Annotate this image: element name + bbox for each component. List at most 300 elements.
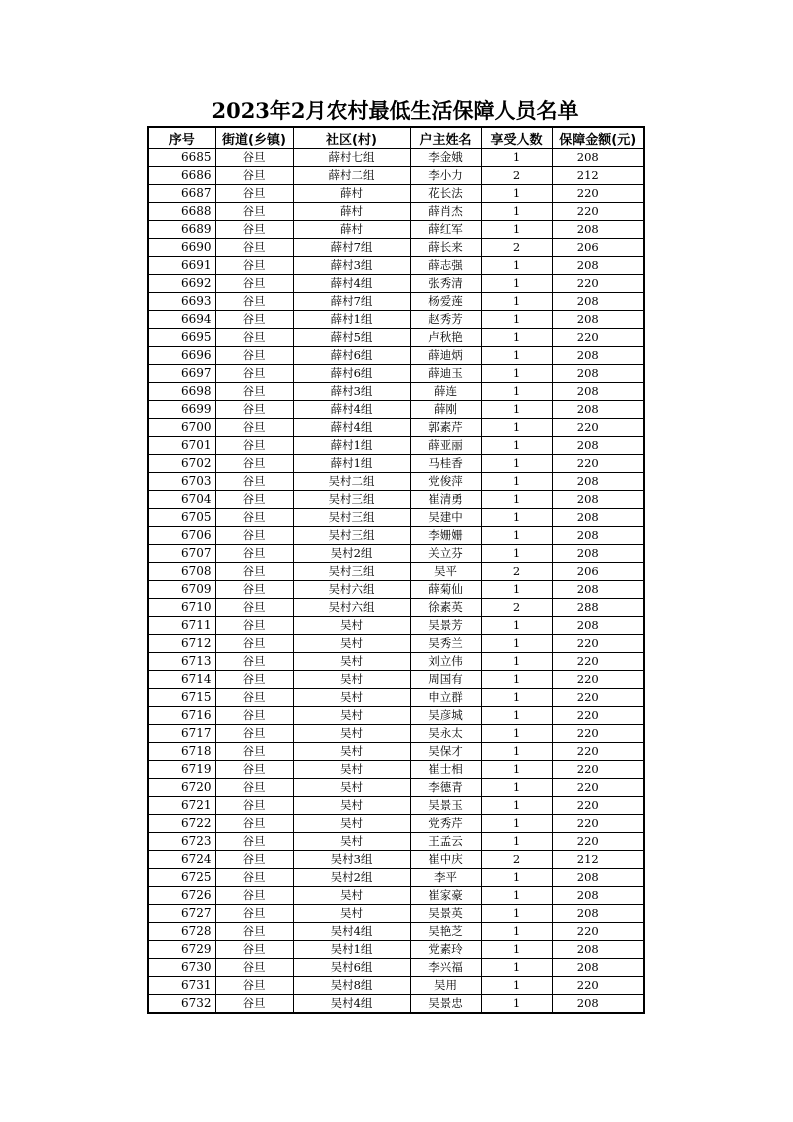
cell-amount: 208 bbox=[552, 617, 644, 635]
cell-street: 谷旦 bbox=[215, 545, 293, 563]
cell-householder: 马桂香 bbox=[410, 455, 481, 473]
cell-amount: 220 bbox=[552, 653, 644, 671]
cell-street: 谷旦 bbox=[215, 275, 293, 293]
cell-community: 薛村4组 bbox=[293, 401, 410, 419]
cell-persons: 1 bbox=[481, 509, 552, 527]
cell-amount: 220 bbox=[552, 671, 644, 689]
cell-index: 6688 bbox=[148, 203, 215, 221]
cell-community: 吴村二组 bbox=[293, 473, 410, 491]
cell-street: 谷旦 bbox=[215, 239, 293, 257]
table-row bbox=[148, 653, 644, 671]
cell-index: 6685 bbox=[148, 149, 215, 167]
cell-persons: 1 bbox=[481, 995, 552, 1014]
table-row bbox=[148, 203, 644, 221]
table-row bbox=[148, 401, 644, 419]
cell-householder: 崔家豪 bbox=[410, 887, 481, 905]
cell-street: 谷旦 bbox=[215, 203, 293, 221]
cell-persons: 1 bbox=[481, 203, 552, 221]
cell-householder: 刘立伟 bbox=[410, 653, 481, 671]
cell-street: 谷旦 bbox=[215, 707, 293, 725]
column-header-community: 社区(村) bbox=[293, 127, 410, 149]
cell-street: 谷旦 bbox=[215, 491, 293, 509]
cell-index: 6699 bbox=[148, 401, 215, 419]
table-row bbox=[148, 959, 644, 977]
table-row bbox=[148, 455, 644, 473]
header-row bbox=[148, 127, 644, 149]
cell-street: 谷旦 bbox=[215, 653, 293, 671]
cell-persons: 1 bbox=[481, 941, 552, 959]
cell-street: 谷旦 bbox=[215, 887, 293, 905]
cell-householder: 张秀清 bbox=[410, 275, 481, 293]
cell-persons: 1 bbox=[481, 545, 552, 563]
cell-persons: 1 bbox=[481, 275, 552, 293]
table-row bbox=[148, 941, 644, 959]
cell-householder: 薛亚丽 bbox=[410, 437, 481, 455]
cell-householder: 吴永太 bbox=[410, 725, 481, 743]
cell-persons: 1 bbox=[481, 689, 552, 707]
table-row bbox=[148, 851, 644, 869]
table-row bbox=[148, 617, 644, 635]
cell-householder: 李小力 bbox=[410, 167, 481, 185]
cell-street: 谷旦 bbox=[215, 563, 293, 581]
table-row bbox=[148, 257, 644, 275]
cell-community: 薛村3组 bbox=[293, 257, 410, 275]
cell-householder: 李兴福 bbox=[410, 959, 481, 977]
table-row bbox=[148, 797, 644, 815]
cell-street: 谷旦 bbox=[215, 599, 293, 617]
cell-street: 谷旦 bbox=[215, 905, 293, 923]
table-row bbox=[148, 329, 644, 347]
cell-index: 6692 bbox=[148, 275, 215, 293]
cell-community: 吴村 bbox=[293, 635, 410, 653]
page-title: 2023年2月农村最低生活保障人员名单 bbox=[211, 98, 579, 123]
cell-amount: 208 bbox=[552, 959, 644, 977]
cell-community: 吴村 bbox=[293, 779, 410, 797]
cell-street: 谷旦 bbox=[215, 365, 293, 383]
table-row bbox=[148, 383, 644, 401]
cell-community: 薛村1组 bbox=[293, 311, 410, 329]
cell-street: 谷旦 bbox=[215, 851, 293, 869]
cell-amount: 208 bbox=[552, 437, 644, 455]
cell-persons: 1 bbox=[481, 707, 552, 725]
table-row bbox=[148, 779, 644, 797]
cell-amount: 208 bbox=[552, 473, 644, 491]
cell-persons: 1 bbox=[481, 725, 552, 743]
table-row bbox=[148, 635, 644, 653]
cell-street: 谷旦 bbox=[215, 959, 293, 977]
cell-street: 谷旦 bbox=[215, 257, 293, 275]
cell-amount: 208 bbox=[552, 527, 644, 545]
cell-street: 谷旦 bbox=[215, 329, 293, 347]
cell-community: 吴村2组 bbox=[293, 869, 410, 887]
table-row bbox=[148, 977, 644, 995]
table-row bbox=[148, 581, 644, 599]
cell-amount: 220 bbox=[552, 635, 644, 653]
cell-index: 6713 bbox=[148, 653, 215, 671]
table-row bbox=[148, 419, 644, 437]
cell-street: 谷旦 bbox=[215, 779, 293, 797]
cell-amount: 220 bbox=[552, 797, 644, 815]
cell-amount: 220 bbox=[552, 923, 644, 941]
cell-index: 6705 bbox=[148, 509, 215, 527]
cell-index: 6727 bbox=[148, 905, 215, 923]
cell-street: 谷旦 bbox=[215, 761, 293, 779]
cell-amount: 212 bbox=[552, 851, 644, 869]
cell-amount: 220 bbox=[552, 203, 644, 221]
cell-persons: 2 bbox=[481, 599, 552, 617]
cell-index: 6695 bbox=[148, 329, 215, 347]
cell-community: 薛村七组 bbox=[293, 149, 410, 167]
cell-householder: 吴艳芝 bbox=[410, 923, 481, 941]
cell-amount: 208 bbox=[552, 509, 644, 527]
cell-community: 吴村 bbox=[293, 905, 410, 923]
cell-amount: 208 bbox=[552, 491, 644, 509]
table-row bbox=[148, 293, 644, 311]
cell-persons: 1 bbox=[481, 959, 552, 977]
cell-persons: 1 bbox=[481, 455, 552, 473]
cell-community: 吴村4组 bbox=[293, 923, 410, 941]
cell-street: 谷旦 bbox=[215, 473, 293, 491]
cell-householder: 申立群 bbox=[410, 689, 481, 707]
cell-persons: 1 bbox=[481, 977, 552, 995]
cell-persons: 1 bbox=[481, 617, 552, 635]
cell-amount: 208 bbox=[552, 887, 644, 905]
cell-index: 6732 bbox=[148, 995, 215, 1014]
cell-amount: 208 bbox=[552, 995, 644, 1014]
cell-street: 谷旦 bbox=[215, 149, 293, 167]
cell-index: 6701 bbox=[148, 437, 215, 455]
cell-community: 薛村7组 bbox=[293, 293, 410, 311]
cell-street: 谷旦 bbox=[215, 815, 293, 833]
cell-persons: 1 bbox=[481, 653, 552, 671]
cell-amount: 208 bbox=[552, 383, 644, 401]
cell-amount: 208 bbox=[552, 581, 644, 599]
cell-householder: 吴景忠 bbox=[410, 995, 481, 1014]
cell-householder: 吴秀兰 bbox=[410, 635, 481, 653]
cell-community: 吴村 bbox=[293, 689, 410, 707]
cell-householder: 郭素芹 bbox=[410, 419, 481, 437]
cell-amount: 220 bbox=[552, 977, 644, 995]
cell-householder: 关立芬 bbox=[410, 545, 481, 563]
table-row bbox=[148, 275, 644, 293]
cell-householder: 周国有 bbox=[410, 671, 481, 689]
table-row bbox=[148, 185, 644, 203]
cell-householder: 薛志强 bbox=[410, 257, 481, 275]
column-header-street: 街道(乡镇) bbox=[215, 127, 293, 149]
cell-householder: 王孟云 bbox=[410, 833, 481, 851]
cell-persons: 1 bbox=[481, 419, 552, 437]
cell-street: 谷旦 bbox=[215, 383, 293, 401]
cell-persons: 1 bbox=[481, 527, 552, 545]
cell-community: 吴村三组 bbox=[293, 491, 410, 509]
cell-persons: 1 bbox=[481, 671, 552, 689]
cell-amount: 220 bbox=[552, 761, 644, 779]
cell-householder: 崔中庆 bbox=[410, 851, 481, 869]
cell-street: 谷旦 bbox=[215, 797, 293, 815]
cell-community: 吴村2组 bbox=[293, 545, 410, 563]
cell-community: 吴村4组 bbox=[293, 995, 410, 1014]
cell-community: 吴村 bbox=[293, 707, 410, 725]
cell-amount: 288 bbox=[552, 599, 644, 617]
cell-householder: 薛菊仙 bbox=[410, 581, 481, 599]
table-row bbox=[148, 995, 644, 1014]
cell-community: 薛村 bbox=[293, 203, 410, 221]
cell-community: 吴村三组 bbox=[293, 509, 410, 527]
cell-index: 6687 bbox=[148, 185, 215, 203]
cell-index: 6710 bbox=[148, 599, 215, 617]
cell-householder: 李德青 bbox=[410, 779, 481, 797]
cell-amount: 220 bbox=[552, 833, 644, 851]
cell-amount: 220 bbox=[552, 725, 644, 743]
table-row bbox=[148, 671, 644, 689]
cell-community: 吴村三组 bbox=[293, 527, 410, 545]
cell-community: 吴村 bbox=[293, 653, 410, 671]
cell-householder: 党俊萍 bbox=[410, 473, 481, 491]
cell-persons: 1 bbox=[481, 293, 552, 311]
cell-index: 6693 bbox=[148, 293, 215, 311]
cell-community: 吴村 bbox=[293, 671, 410, 689]
cell-amount: 208 bbox=[552, 401, 644, 419]
table-row bbox=[148, 527, 644, 545]
cell-amount: 208 bbox=[552, 905, 644, 923]
cell-street: 谷旦 bbox=[215, 185, 293, 203]
cell-community: 吴村六组 bbox=[293, 599, 410, 617]
cell-community: 吴村 bbox=[293, 797, 410, 815]
table-row bbox=[148, 923, 644, 941]
cell-street: 谷旦 bbox=[215, 941, 293, 959]
column-header-persons: 享受人数 bbox=[481, 127, 552, 149]
cell-amount: 208 bbox=[552, 311, 644, 329]
cell-index: 6706 bbox=[148, 527, 215, 545]
cell-persons: 1 bbox=[481, 347, 552, 365]
cell-persons: 1 bbox=[481, 815, 552, 833]
cell-index: 6691 bbox=[148, 257, 215, 275]
roster-table bbox=[147, 126, 645, 1014]
cell-community: 薛村3组 bbox=[293, 383, 410, 401]
cell-persons: 1 bbox=[481, 905, 552, 923]
cell-householder: 吴建中 bbox=[410, 509, 481, 527]
cell-street: 谷旦 bbox=[215, 689, 293, 707]
cell-amount: 208 bbox=[552, 149, 644, 167]
cell-amount: 220 bbox=[552, 275, 644, 293]
cell-amount: 208 bbox=[552, 293, 644, 311]
cell-street: 谷旦 bbox=[215, 671, 293, 689]
table-row bbox=[148, 473, 644, 491]
cell-community: 吴村 bbox=[293, 617, 410, 635]
cell-index: 6716 bbox=[148, 707, 215, 725]
cell-index: 6711 bbox=[148, 617, 215, 635]
table-row bbox=[148, 509, 644, 527]
cell-street: 谷旦 bbox=[215, 995, 293, 1014]
cell-index: 6689 bbox=[148, 221, 215, 239]
cell-street: 谷旦 bbox=[215, 833, 293, 851]
cell-householder: 崔清勇 bbox=[410, 491, 481, 509]
cell-index: 6725 bbox=[148, 869, 215, 887]
cell-householder: 杨爱莲 bbox=[410, 293, 481, 311]
cell-householder: 吴景英 bbox=[410, 905, 481, 923]
table-row bbox=[148, 743, 644, 761]
cell-persons: 1 bbox=[481, 473, 552, 491]
table-row bbox=[148, 149, 644, 167]
cell-community: 薛村 bbox=[293, 221, 410, 239]
cell-community: 吴村 bbox=[293, 887, 410, 905]
cell-householder: 薛长来 bbox=[410, 239, 481, 257]
cell-community: 薛村6组 bbox=[293, 347, 410, 365]
cell-persons: 1 bbox=[481, 761, 552, 779]
cell-persons: 2 bbox=[481, 563, 552, 581]
cell-index: 6730 bbox=[148, 959, 215, 977]
cell-index: 6714 bbox=[148, 671, 215, 689]
cell-amount: 220 bbox=[552, 743, 644, 761]
table-row bbox=[148, 905, 644, 923]
cell-index: 6694 bbox=[148, 311, 215, 329]
cell-community: 薛村1组 bbox=[293, 455, 410, 473]
cell-index: 6726 bbox=[148, 887, 215, 905]
cell-persons: 1 bbox=[481, 743, 552, 761]
table-row bbox=[148, 707, 644, 725]
cell-community: 吴村 bbox=[293, 815, 410, 833]
cell-householder: 薛红军 bbox=[410, 221, 481, 239]
cell-street: 谷旦 bbox=[215, 455, 293, 473]
column-header-amount: 保障金额(元) bbox=[552, 127, 644, 149]
cell-index: 6718 bbox=[148, 743, 215, 761]
cell-street: 谷旦 bbox=[215, 401, 293, 419]
cell-householder: 吴用 bbox=[410, 977, 481, 995]
cell-householder: 吴保才 bbox=[410, 743, 481, 761]
cell-householder: 花长法 bbox=[410, 185, 481, 203]
cell-street: 谷旦 bbox=[215, 509, 293, 527]
cell-index: 6724 bbox=[148, 851, 215, 869]
cell-community: 吴村 bbox=[293, 725, 410, 743]
table-row bbox=[148, 833, 644, 851]
cell-index: 6704 bbox=[148, 491, 215, 509]
cell-community: 吴村 bbox=[293, 761, 410, 779]
cell-street: 谷旦 bbox=[215, 581, 293, 599]
table-row bbox=[148, 437, 644, 455]
table-row bbox=[148, 725, 644, 743]
table-row bbox=[148, 563, 644, 581]
table-row bbox=[148, 599, 644, 617]
cell-persons: 1 bbox=[481, 221, 552, 239]
cell-persons: 1 bbox=[481, 581, 552, 599]
cell-community: 吴村 bbox=[293, 833, 410, 851]
cell-amount: 220 bbox=[552, 185, 644, 203]
cell-community: 薛村1组 bbox=[293, 437, 410, 455]
table-row bbox=[148, 545, 644, 563]
cell-index: 6702 bbox=[148, 455, 215, 473]
cell-street: 谷旦 bbox=[215, 743, 293, 761]
table-row bbox=[148, 167, 644, 185]
cell-index: 6721 bbox=[148, 797, 215, 815]
table-row bbox=[148, 869, 644, 887]
cell-amount: 206 bbox=[552, 563, 644, 581]
table-row bbox=[148, 491, 644, 509]
cell-street: 谷旦 bbox=[215, 293, 293, 311]
cell-community: 吴村 bbox=[293, 743, 410, 761]
cell-index: 6731 bbox=[148, 977, 215, 995]
cell-street: 谷旦 bbox=[215, 221, 293, 239]
cell-householder: 卢秋艳 bbox=[410, 329, 481, 347]
cell-householder: 李平 bbox=[410, 869, 481, 887]
cell-persons: 2 bbox=[481, 851, 552, 869]
cell-street: 谷旦 bbox=[215, 437, 293, 455]
cell-householder: 薛迪炳 bbox=[410, 347, 481, 365]
cell-amount: 220 bbox=[552, 455, 644, 473]
cell-persons: 1 bbox=[481, 797, 552, 815]
cell-householder: 薛刚 bbox=[410, 401, 481, 419]
cell-householder: 李姗姗 bbox=[410, 527, 481, 545]
cell-persons: 1 bbox=[481, 491, 552, 509]
cell-householder: 吴景芳 bbox=[410, 617, 481, 635]
cell-amount: 208 bbox=[552, 545, 644, 563]
table-row bbox=[148, 347, 644, 365]
cell-persons: 1 bbox=[481, 923, 552, 941]
table-row bbox=[148, 815, 644, 833]
cell-amount: 208 bbox=[552, 365, 644, 383]
cell-street: 谷旦 bbox=[215, 347, 293, 365]
cell-street: 谷旦 bbox=[215, 725, 293, 743]
table-row bbox=[148, 887, 644, 905]
cell-householder: 吴平 bbox=[410, 563, 481, 581]
cell-community: 吴村1组 bbox=[293, 941, 410, 959]
cell-householder: 党秀芹 bbox=[410, 815, 481, 833]
cell-index: 6720 bbox=[148, 779, 215, 797]
cell-householder: 吴彦城 bbox=[410, 707, 481, 725]
cell-persons: 2 bbox=[481, 239, 552, 257]
cell-amount: 208 bbox=[552, 257, 644, 275]
cell-householder: 崔士相 bbox=[410, 761, 481, 779]
cell-persons: 1 bbox=[481, 401, 552, 419]
cell-street: 谷旦 bbox=[215, 527, 293, 545]
cell-community: 薛村6组 bbox=[293, 365, 410, 383]
roster-body bbox=[148, 149, 644, 1014]
cell-index: 6703 bbox=[148, 473, 215, 491]
cell-index: 6708 bbox=[148, 563, 215, 581]
cell-index: 6697 bbox=[148, 365, 215, 383]
cell-persons: 1 bbox=[481, 257, 552, 275]
table-row bbox=[148, 311, 644, 329]
cell-street: 谷旦 bbox=[215, 617, 293, 635]
cell-community: 吴村3组 bbox=[293, 851, 410, 869]
table-row bbox=[148, 365, 644, 383]
cell-persons: 1 bbox=[481, 329, 552, 347]
cell-amount: 220 bbox=[552, 815, 644, 833]
table-row bbox=[148, 761, 644, 779]
cell-index: 6700 bbox=[148, 419, 215, 437]
cell-index: 6715 bbox=[148, 689, 215, 707]
cell-community: 薛村5组 bbox=[293, 329, 410, 347]
cell-street: 谷旦 bbox=[215, 167, 293, 185]
cell-index: 6686 bbox=[148, 167, 215, 185]
cell-index: 6728 bbox=[148, 923, 215, 941]
cell-persons: 2 bbox=[481, 167, 552, 185]
cell-householder: 党素玲 bbox=[410, 941, 481, 959]
cell-persons: 1 bbox=[481, 635, 552, 653]
cell-street: 谷旦 bbox=[215, 923, 293, 941]
cell-street: 谷旦 bbox=[215, 311, 293, 329]
cell-persons: 1 bbox=[481, 149, 552, 167]
cell-community: 薛村二组 bbox=[293, 167, 410, 185]
cell-index: 6719 bbox=[148, 761, 215, 779]
cell-community: 薛村4组 bbox=[293, 419, 410, 437]
cell-community: 吴村六组 bbox=[293, 581, 410, 599]
cell-persons: 1 bbox=[481, 365, 552, 383]
cell-amount: 220 bbox=[552, 707, 644, 725]
cell-persons: 1 bbox=[481, 779, 552, 797]
cell-householder: 徐素英 bbox=[410, 599, 481, 617]
cell-street: 谷旦 bbox=[215, 419, 293, 437]
cell-community: 薛村7组 bbox=[293, 239, 410, 257]
